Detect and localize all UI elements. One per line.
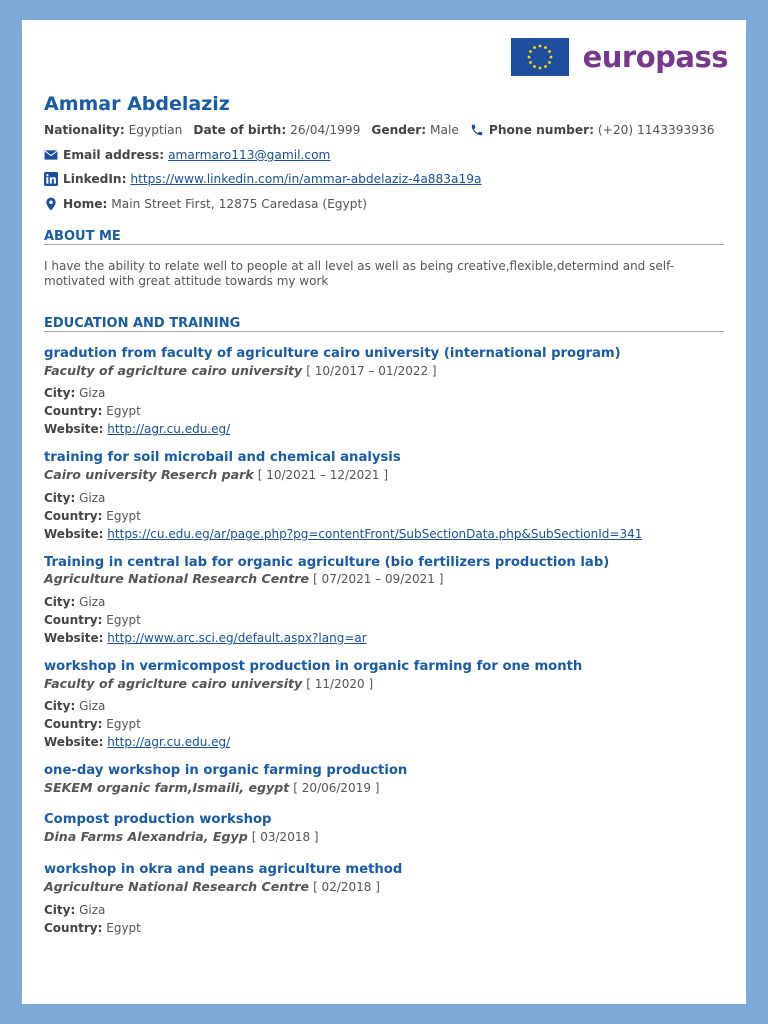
education-entry-org (44, 676, 373, 691)
linkedin-link[interactable]: https://www.linkedin.com/in/ammar-abdelaziz-4a883a19a (130, 172, 482, 186)
education-entry-title: training for soil microbail and chemical analysis (44, 450, 401, 465)
europass-logo (511, 38, 728, 76)
entry-date: [ 10/2021 – 12/2021 ] (257, 468, 389, 482)
education-entry-title: Compost production workshop (44, 812, 272, 827)
eu-star (548, 61, 551, 64)
city-label: City: (44, 386, 76, 400)
country-label: Country: (44, 509, 103, 523)
org-name: Faculty of agriclture cairo university (44, 363, 303, 378)
website-label: Website: (44, 631, 104, 645)
entry-date: [ 02/2018 ] (313, 880, 380, 894)
eu-star (533, 46, 536, 49)
org-name: Dina Farms Alexandria, Egyp (44, 829, 248, 844)
home-value: Main Street First, 12875 Caredasa (Egypt) (111, 197, 368, 211)
city-value: Giza (79, 491, 106, 505)
person-name: Ammar Abdelaziz (44, 93, 230, 115)
email-row (44, 148, 330, 162)
linkedin-row (44, 172, 482, 186)
city-line (44, 903, 105, 917)
education-entry-title: one-day workshop in organic farming production (44, 763, 408, 778)
city-label: City: (44, 903, 76, 917)
city-line (44, 595, 105, 609)
org-name: Agriculture National Research Centre (44, 879, 310, 894)
org-name: Faculty of agriclture cairo university (44, 676, 303, 691)
city-line (44, 386, 105, 400)
eu-star (549, 56, 552, 59)
entry-date: [ 10/2017 – 01/2022 ] (306, 364, 437, 378)
gender-label: Gender: (371, 123, 427, 137)
education-entry-org (44, 467, 388, 482)
website-link[interactable]: http://agr.cu.edu.eg/ (107, 422, 231, 436)
city-line (44, 491, 105, 505)
email-label: Email address: (63, 148, 165, 162)
city-label: City: (44, 491, 76, 505)
country-value: Egypt (106, 921, 141, 935)
education-entry-title: workshop in okra and peans agriculture method (44, 862, 403, 877)
website-line (44, 735, 230, 749)
eu-star (544, 46, 547, 49)
country-value: Egypt (106, 613, 141, 627)
city-value: Giza (79, 386, 106, 400)
home-row (44, 197, 367, 211)
education-entry-org (44, 879, 380, 894)
website-label: Website: (44, 422, 104, 436)
city-value: Giza (79, 595, 106, 609)
logo-text: europass (582, 40, 728, 74)
country-label: Country: (44, 404, 103, 418)
entry-date: [ 03/2018 ] (251, 830, 319, 844)
city-line (44, 699, 105, 713)
home-label: Home: (63, 197, 108, 211)
country-label: Country: (44, 717, 103, 731)
education-entry-org (44, 571, 443, 586)
gender-value: Male (430, 123, 459, 137)
country-label: Country: (44, 613, 103, 627)
eu-star (538, 45, 541, 48)
eu-star (538, 67, 541, 70)
eu-star (529, 61, 532, 64)
education-entry-org (44, 780, 379, 795)
country-value: Egypt (106, 717, 141, 731)
country-value: Egypt (106, 509, 141, 523)
about-section-title: ABOUT ME (44, 229, 724, 245)
phone-icon (470, 123, 484, 137)
eu-star (527, 56, 530, 59)
eu-star (544, 65, 547, 68)
eu-star (548, 50, 551, 53)
frame-top-left-band (0, 0, 22, 82)
org-name: Agriculture National Research Centre (44, 571, 310, 586)
education-entry-title: Training in central lab for organic agriculture (bio fertilizers production lab) (44, 555, 610, 570)
entry-date: [ 20/06/2019 ] (293, 781, 380, 795)
org-name: Cairo university Reserch park (44, 467, 254, 482)
website-line (44, 631, 367, 645)
website-label: Website: (44, 735, 104, 749)
education-entry-org (44, 829, 319, 844)
city-value: Giza (79, 903, 106, 917)
country-line (44, 613, 141, 627)
eu-flag-icon (511, 38, 569, 76)
linkedin-icon (44, 172, 58, 186)
website-link[interactable]: https://cu.edu.eg/ar/page.php?pg=contentFront/SubSectionData.php&SubSectionId=341 (107, 527, 643, 541)
city-label: City: (44, 595, 76, 609)
entry-date: [ 11/2020 ] (306, 677, 374, 691)
city-value: Giza (79, 699, 106, 713)
frame-bottom-left-band (0, 942, 22, 1024)
education-entry-org (44, 363, 437, 378)
country-line (44, 509, 141, 523)
eu-star (533, 65, 536, 68)
cv-page (22, 20, 746, 1004)
frame-top-right-band (746, 0, 768, 82)
linkedin-label: LinkedIn: (63, 172, 127, 186)
education-entry-title: gradution from faculty of agriculture cairo university (international program) (44, 346, 621, 361)
education-entry-title: workshop in vermicompost production in organic farming for one month (44, 659, 583, 674)
phone-value: (+20) 1143393936 (597, 123, 715, 137)
about-text: I have the ability to relate well to people at all level as well as being creative,flexible,determind and self-motivated with great attitude towards my work (44, 259, 674, 288)
email-link[interactable]: amarmaro113@gamil.com (168, 148, 331, 162)
website-link[interactable]: http://agr.cu.edu.eg/ (107, 735, 231, 749)
email-icon (44, 148, 58, 162)
personal-info-row (44, 123, 715, 137)
city-label: City: (44, 699, 76, 713)
country-value: Egypt (106, 404, 141, 418)
phone-label: Phone number: (488, 123, 595, 137)
website-line (44, 527, 642, 541)
country-label: Country: (44, 921, 103, 935)
nationality-label: Nationality: (44, 123, 125, 137)
website-line (44, 422, 230, 436)
country-line (44, 921, 141, 935)
website-label: Website: (44, 527, 104, 541)
eu-star (529, 50, 532, 53)
dob-value: 26/04/1999 (290, 123, 361, 137)
website-link[interactable]: http://www.arc.sci.eg/default.aspx?lang=ar (107, 631, 367, 645)
country-line (44, 717, 141, 731)
entry-date: [ 07/2021 – 09/2021 ] (313, 572, 444, 586)
education-section-title: EDUCATION AND TRAINING (44, 316, 724, 332)
org-name: SEKEM organic farm,Ismaili, egypt (44, 780, 290, 795)
frame-bottom-right-band (746, 942, 768, 1024)
location-pin-icon (44, 197, 58, 211)
dob-label: Date of birth: (193, 123, 287, 137)
nationality-value: Egyptian (128, 123, 183, 137)
country-line (44, 404, 141, 418)
